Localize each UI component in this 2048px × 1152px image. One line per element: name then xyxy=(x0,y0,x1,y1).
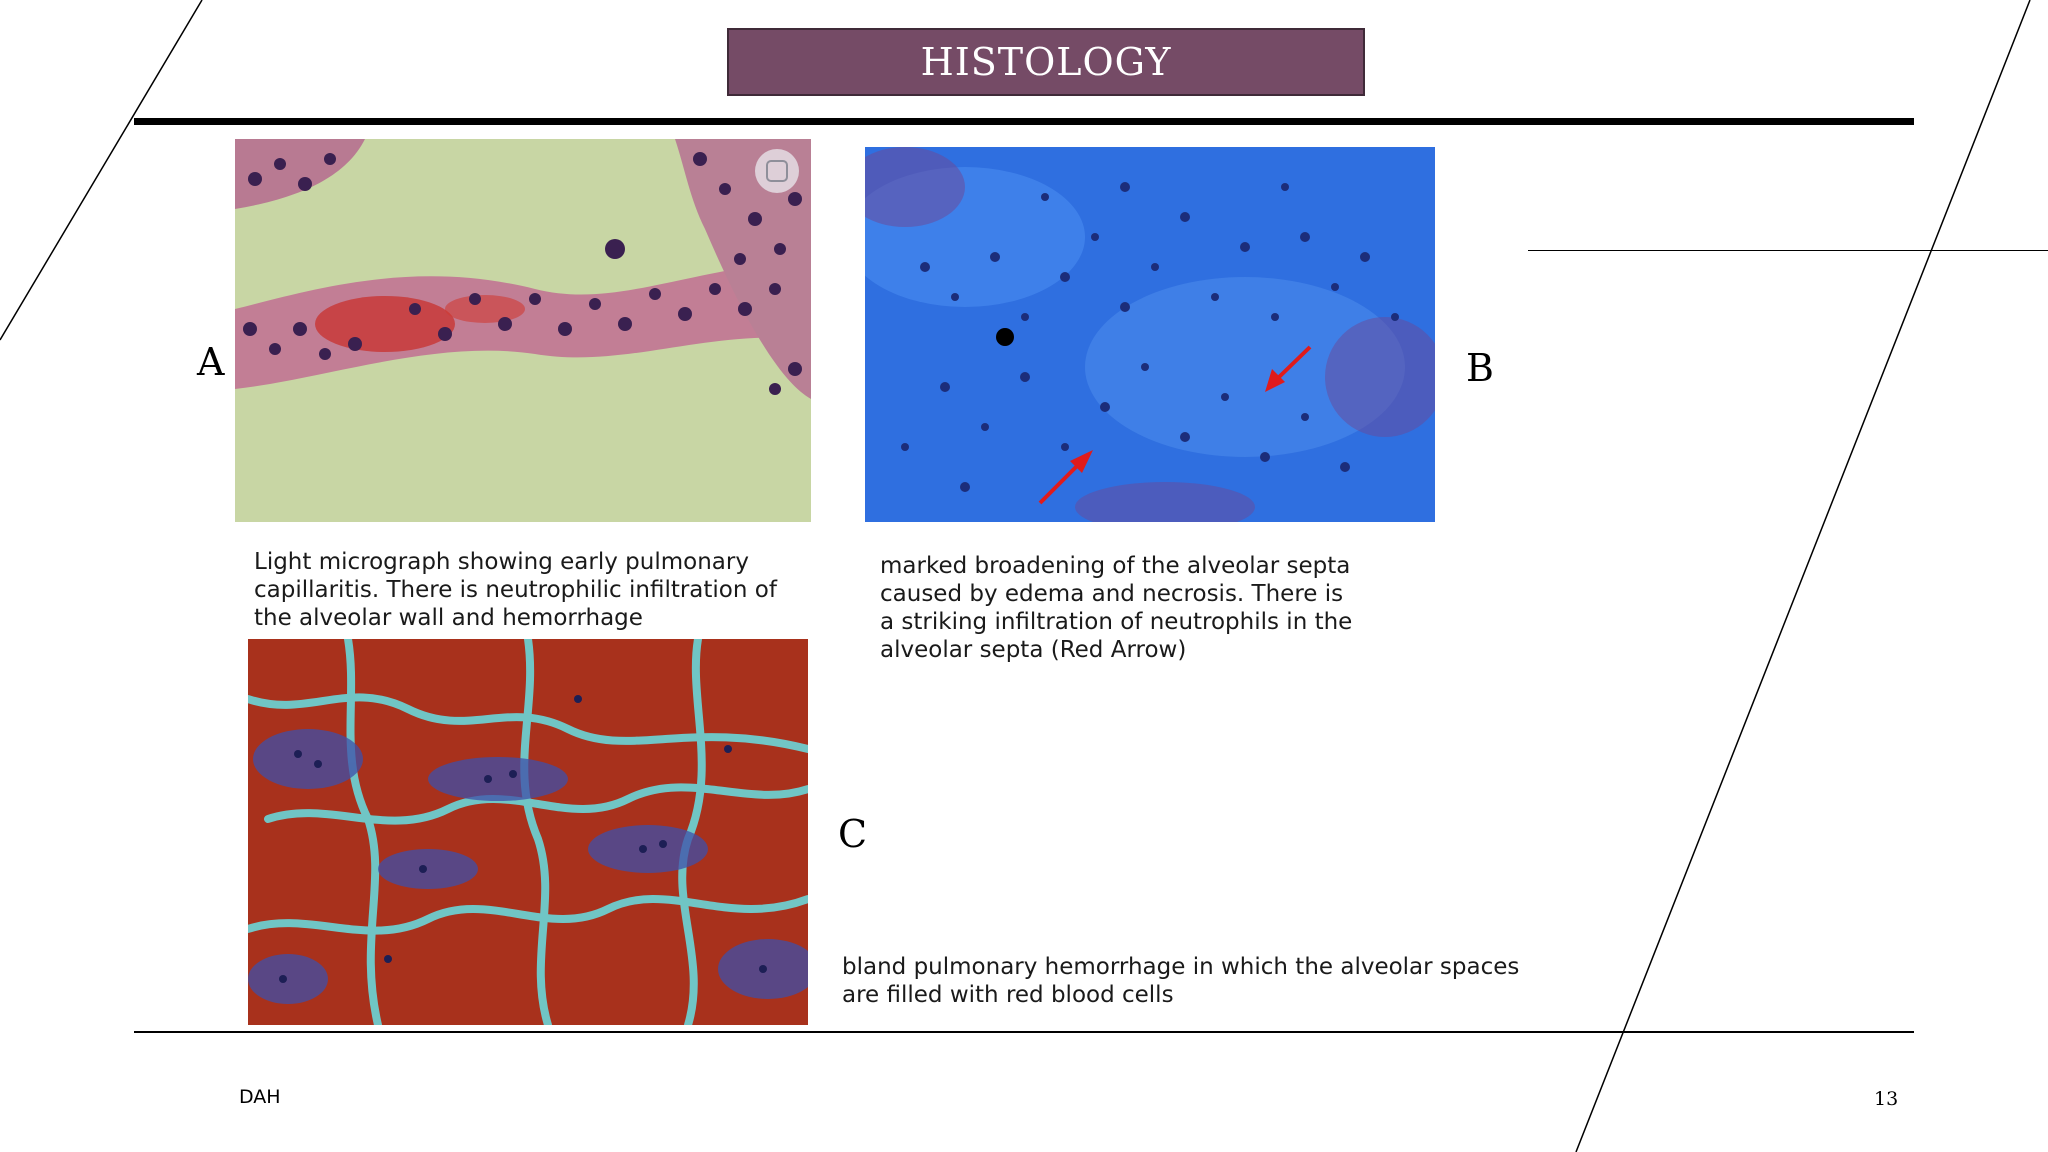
micrograph-a xyxy=(235,139,811,522)
panel-label-c: C xyxy=(838,812,868,856)
footer-divider xyxy=(134,1031,1914,1033)
header-divider xyxy=(134,118,1914,125)
panel-label-a: A xyxy=(197,340,225,384)
panel-label-b: B xyxy=(1466,346,1494,390)
caption-a: Light micrograph showing early pulmonary capillaritis. There is neutrophilic infiltration of the alveolar wall and hemorrhage xyxy=(254,549,777,631)
micrograph-c xyxy=(248,639,808,1025)
caption-c: bland pulmonary hemorrhage in which the alveolar spaces are filled with red blood cells xyxy=(842,954,1520,1008)
caption-b: marked broadening of the alveolar septa caused by edema and necrosis. There is a striking infiltration of neutrophils in the alveolar septa (Red Arrow) xyxy=(880,553,1353,663)
micrograph-b xyxy=(865,147,1435,522)
page-number: 13 xyxy=(1874,1088,1899,1110)
slide-title: HISTOLOGY xyxy=(727,28,1365,96)
accent-divider xyxy=(1528,250,2048,251)
footer-label: DAH xyxy=(239,1086,281,1108)
